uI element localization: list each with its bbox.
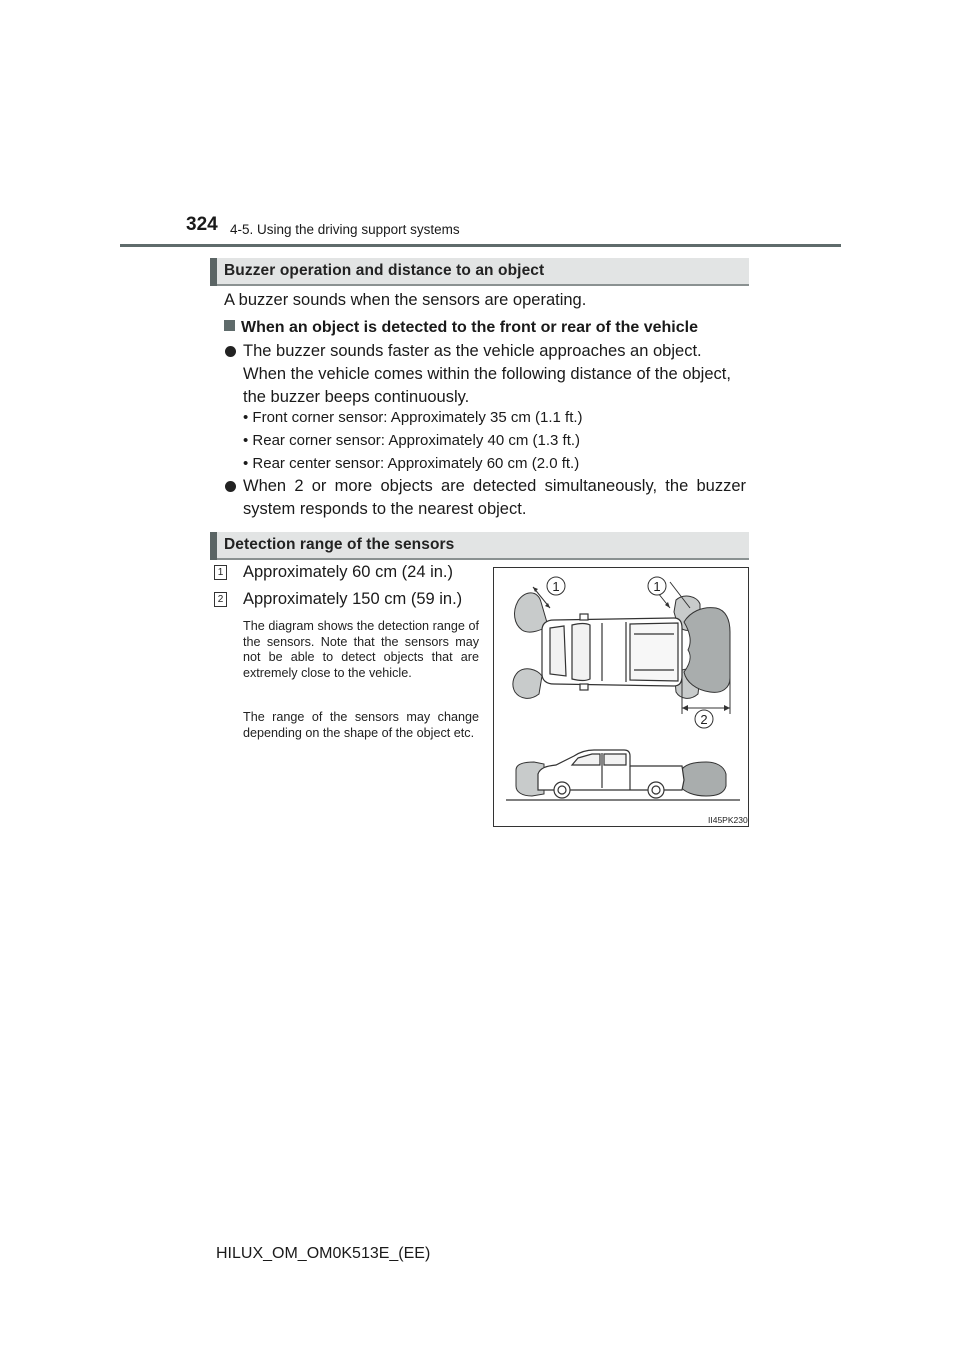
figure-code: II45PK230 (708, 815, 748, 825)
buzzer-section-heading (210, 258, 749, 286)
truck-side-view (538, 750, 684, 798)
detection-section-heading (210, 532, 749, 560)
section-bar (210, 532, 217, 560)
diagram-note: The diagram shows the detection range of the sensors. Note that the sensors may not be able to detect objects that are extremely close to the vehicle. (243, 619, 479, 680)
arrowhead-icon (682, 705, 688, 711)
range-note: The range of the sensors may change depending on the shape of the object etc. (243, 710, 479, 740)
rear-sensor-zone-side (680, 762, 726, 796)
bullet-dot-icon (225, 346, 236, 357)
arrowhead-icon (533, 587, 538, 592)
subheading-text: When an object is detected to the front or rear of the vehicle (241, 319, 698, 336)
distance-item-rear-corner: • Rear corner sensor: Approximately 40 cm (1.3 ft.) (243, 432, 581, 449)
callout-number-2: 2 (214, 592, 227, 607)
sensor-range-diagram (494, 568, 748, 826)
intro-text: A buzzer sounds when the sensors are operating. (224, 291, 587, 309)
page-number: 324 (186, 214, 218, 235)
distance-item-rear-center: • Rear center sensor: Approximately 60 cm (2.0 ft.) (243, 455, 580, 472)
truck-top-view (542, 614, 682, 690)
document-id: HILUX_OM_OM0K513E_(EE) (216, 1245, 431, 1262)
sensor-range-figure (493, 567, 749, 827)
subheading (224, 316, 698, 339)
distance-item-front-corner: • Front corner sensor: Approximately 35 cm (1.1 ft.) (243, 409, 583, 426)
buzzer-section-title: Buzzer operation and distance to an object (224, 262, 545, 279)
header-rule (120, 244, 841, 247)
range-text-1: Approximately 60 cm (24 in.) (243, 563, 453, 581)
detection-section-title: Detection range of the sensors (224, 536, 455, 553)
section-title: 4-5. Using the driving support systems (230, 222, 460, 237)
callout-number-1: 1 (214, 565, 227, 580)
arrowhead-icon (545, 603, 550, 608)
callout-1-left-label: 1 (552, 579, 560, 594)
arrowhead-icon (724, 705, 730, 711)
callout-1-right-label: 1 (653, 579, 661, 594)
callout-2-label: 2 (700, 712, 708, 727)
rear-center-sensor-zone (684, 608, 730, 693)
section-bar (210, 258, 217, 286)
bullet-paragraph-2: When 2 or more objects are detected simultaneously, the buzzer system responds to the nearest object. (243, 477, 746, 518)
front-right-sensor-zone (513, 669, 542, 699)
square-bullet-icon (224, 320, 235, 331)
bullet-dot-icon (225, 481, 236, 492)
bullet-paragraph-1: The buzzer sounds faster as the vehicle approaches an object. When the vehicle comes within the following distance of the object, the buzzer beeps continuously. (243, 342, 731, 406)
range-text-2: Approximately 150 cm (59 in.) (243, 590, 463, 608)
